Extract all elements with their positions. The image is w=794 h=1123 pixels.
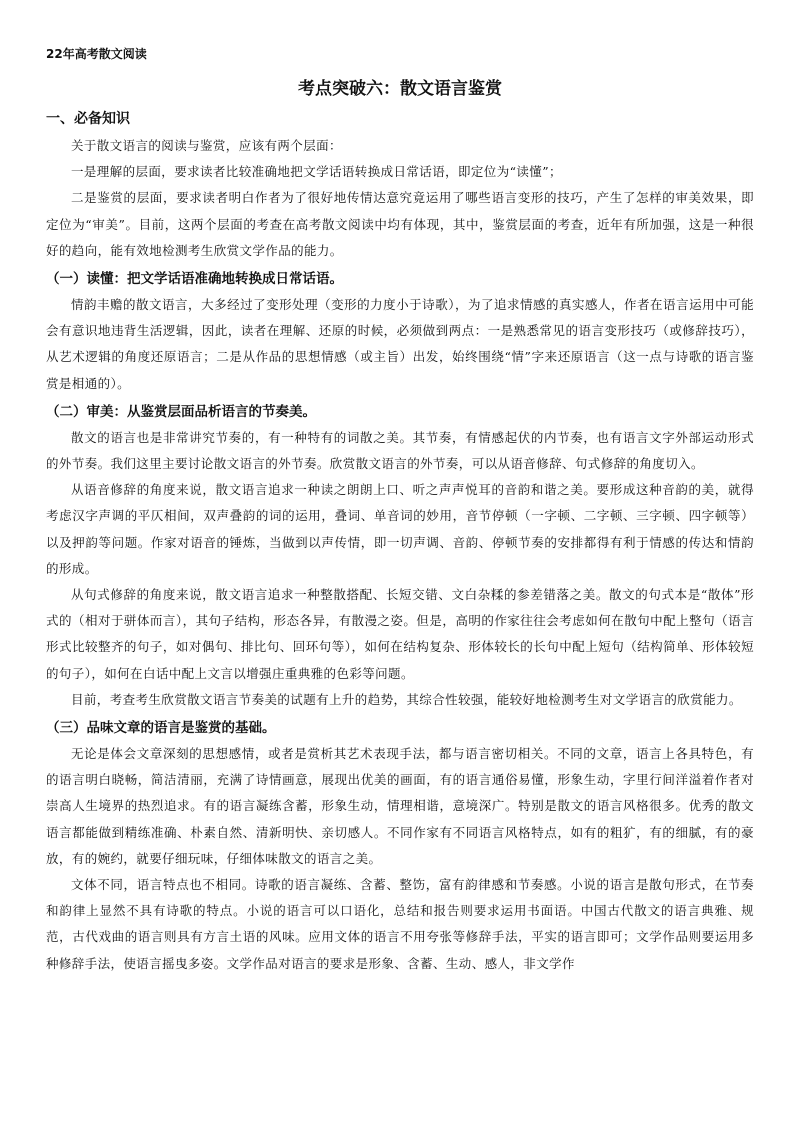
document-page [46, 46, 754, 977]
body-paragraph: 散文的语言也是非常讲究节奏的，有一种特有的词散之美。其节奏，有情感起伏的内节奏，也有语言文字外部运动形式的外节奏。我们这里主要讨论散文语言的外节奏。欣赏散文语言的外节奏，可以从语音修辞、句式修辞的角度切入。 [46, 429, 754, 472]
intro-paragraph: 一是理解的层面，要求读者比较准确地把文学话语转换成日常话语，即定位为“读懂”； [71, 164, 562, 180]
body-paragraph: 情韵丰赡的散文语言，大多经过了变形处理（变形的力度小于诗歌），为了追求情感的真实感人，作者在语言运用中可能会有意识地违背生活逻辑，因此，读者在理解、还原的时候，必须做到两点：一是熟悉常见的语言变形技巧（或修辞技巧），从艺术逻辑的角度还原语言；二是从作品的思想情感（或主旨）出发，始终围绕“情”字来还原语言（这一点与诗歌的语言鉴赏是相通的）。 [46, 297, 754, 391]
page-title: 考点突破六：散文语言鉴赏 [298, 79, 502, 99]
body-paragraph: 从语音修辞的角度来说，散文语言追求一种读之朗朗上口、听之声声悦耳的音韵和谐之美。要形成这种音韵的美，就得考虑汉字声调的平仄相间，双声叠韵的词的运用，叠词、单音词的妙用，音节停顿（一字顿、二字顿、三字顿、四字顿等）以及押韵等问题。作家对语音的锤炼，当做到以声传情，即一切声调、音韵、停顿节奏的安排都得有利于情感的传达和情韵的形成。 [46, 482, 754, 576]
document-label: 22年高考散文阅读 [46, 47, 147, 61]
subsection-heading-rhythm: （二）审美：从鉴赏层面品析语言的节奏美。 [46, 403, 316, 420]
body-paragraph: 文体不同，语言特点也不相同。诗歌的语言凝练、含蓄、整饬，富有韵律感和节奏感。小说的语言是散句形式，在节奏和韵律上显然不具有诗歌的特点。小说的语言可以口语化，总结和报告则要求运用书面语。中国古代散文的语言典雅、规范，古代戏曲的语言则具有方言土语的风味。应用文体的语言不用夸张等修辞手法，平实的语言即可；文学作品则要运用多种修辞手法，使语言摇曳多姿。文学作品对语言的要求是形象、含蓄、生动、感人，非文学作 [46, 877, 754, 971]
body-paragraph: 目前，考查考生欣赏散文语言节奏美的试题有上升的趋势，其综合性较强，能较好地检测考生对文学语言的欣赏能力。 [71, 691, 742, 707]
intro-paragraph: 二是鉴赏的层面，要求读者明白作者为了很好地传情达意究竟运用了哪些语言变形的技巧，产生了怎样的审美效果，即定位为“审美”。目前，这两个层面的考查在高考散文阅读中均有体现，其中，鉴赏层面的考查，近年有所加强，这是一种很好的趋向，能有效地检测考生欣赏文学作品的能力。 [46, 190, 754, 258]
body-paragraph: 从句式修辞的角度来说，散文语言追求一种整散搭配、长短交错、文白杂糅的参差错落之美。散文的句式本是“散体”形式的（相对于骈体而言），其句子结构，形态各异，有散漫之姿。但是，高明的作家往往会考虑如何在散句中配上整句（语言形式比较整齐的句子，如对偶句、排比句、回环句等），如何在结构复杂、形体较长的长句中配上短句（结构简单、形体较短的句子），如何在白话中配上文言以增强庄重典雅的色彩等问题。 [46, 587, 754, 681]
subsection-heading-understanding: （一）读懂：把文学话语准确地转换成日常话语。 [46, 271, 343, 288]
body-paragraph: 无论是体会文章深刻的思想感情，或者是赏析其艺术表现手法，都与语言密切相关。不同的文章，语言上各具特色，有的语言明白晓畅，简洁清丽，充满了诗情画意，展现出优美的画面，有的语言通俗易懂，形象生动，字里行间洋溢着作者对崇高人生境界的热烈追求。有的语言凝练含蓄，形象生动，情理相谐，意境深广。特别是散文的语言风格很多。优秀的散文语言都能做到精练准确、朴素自然、清新明快、亲切感人。不同作家有不同语言风格特点，如有的粗犷，有的细腻，有的豪放，有的婉约，就要仔细玩味，仔细体味散文的语言之美。 [46, 746, 754, 866]
intro-paragraph: 关于散文语言的阅读与鉴赏，应该有两个层面： [71, 138, 342, 153]
subsection-heading-language: （三）品味文章的语言是鉴赏的基础。 [46, 720, 276, 737]
section-heading-knowledge: 一、必备知识 [46, 111, 130, 127]
